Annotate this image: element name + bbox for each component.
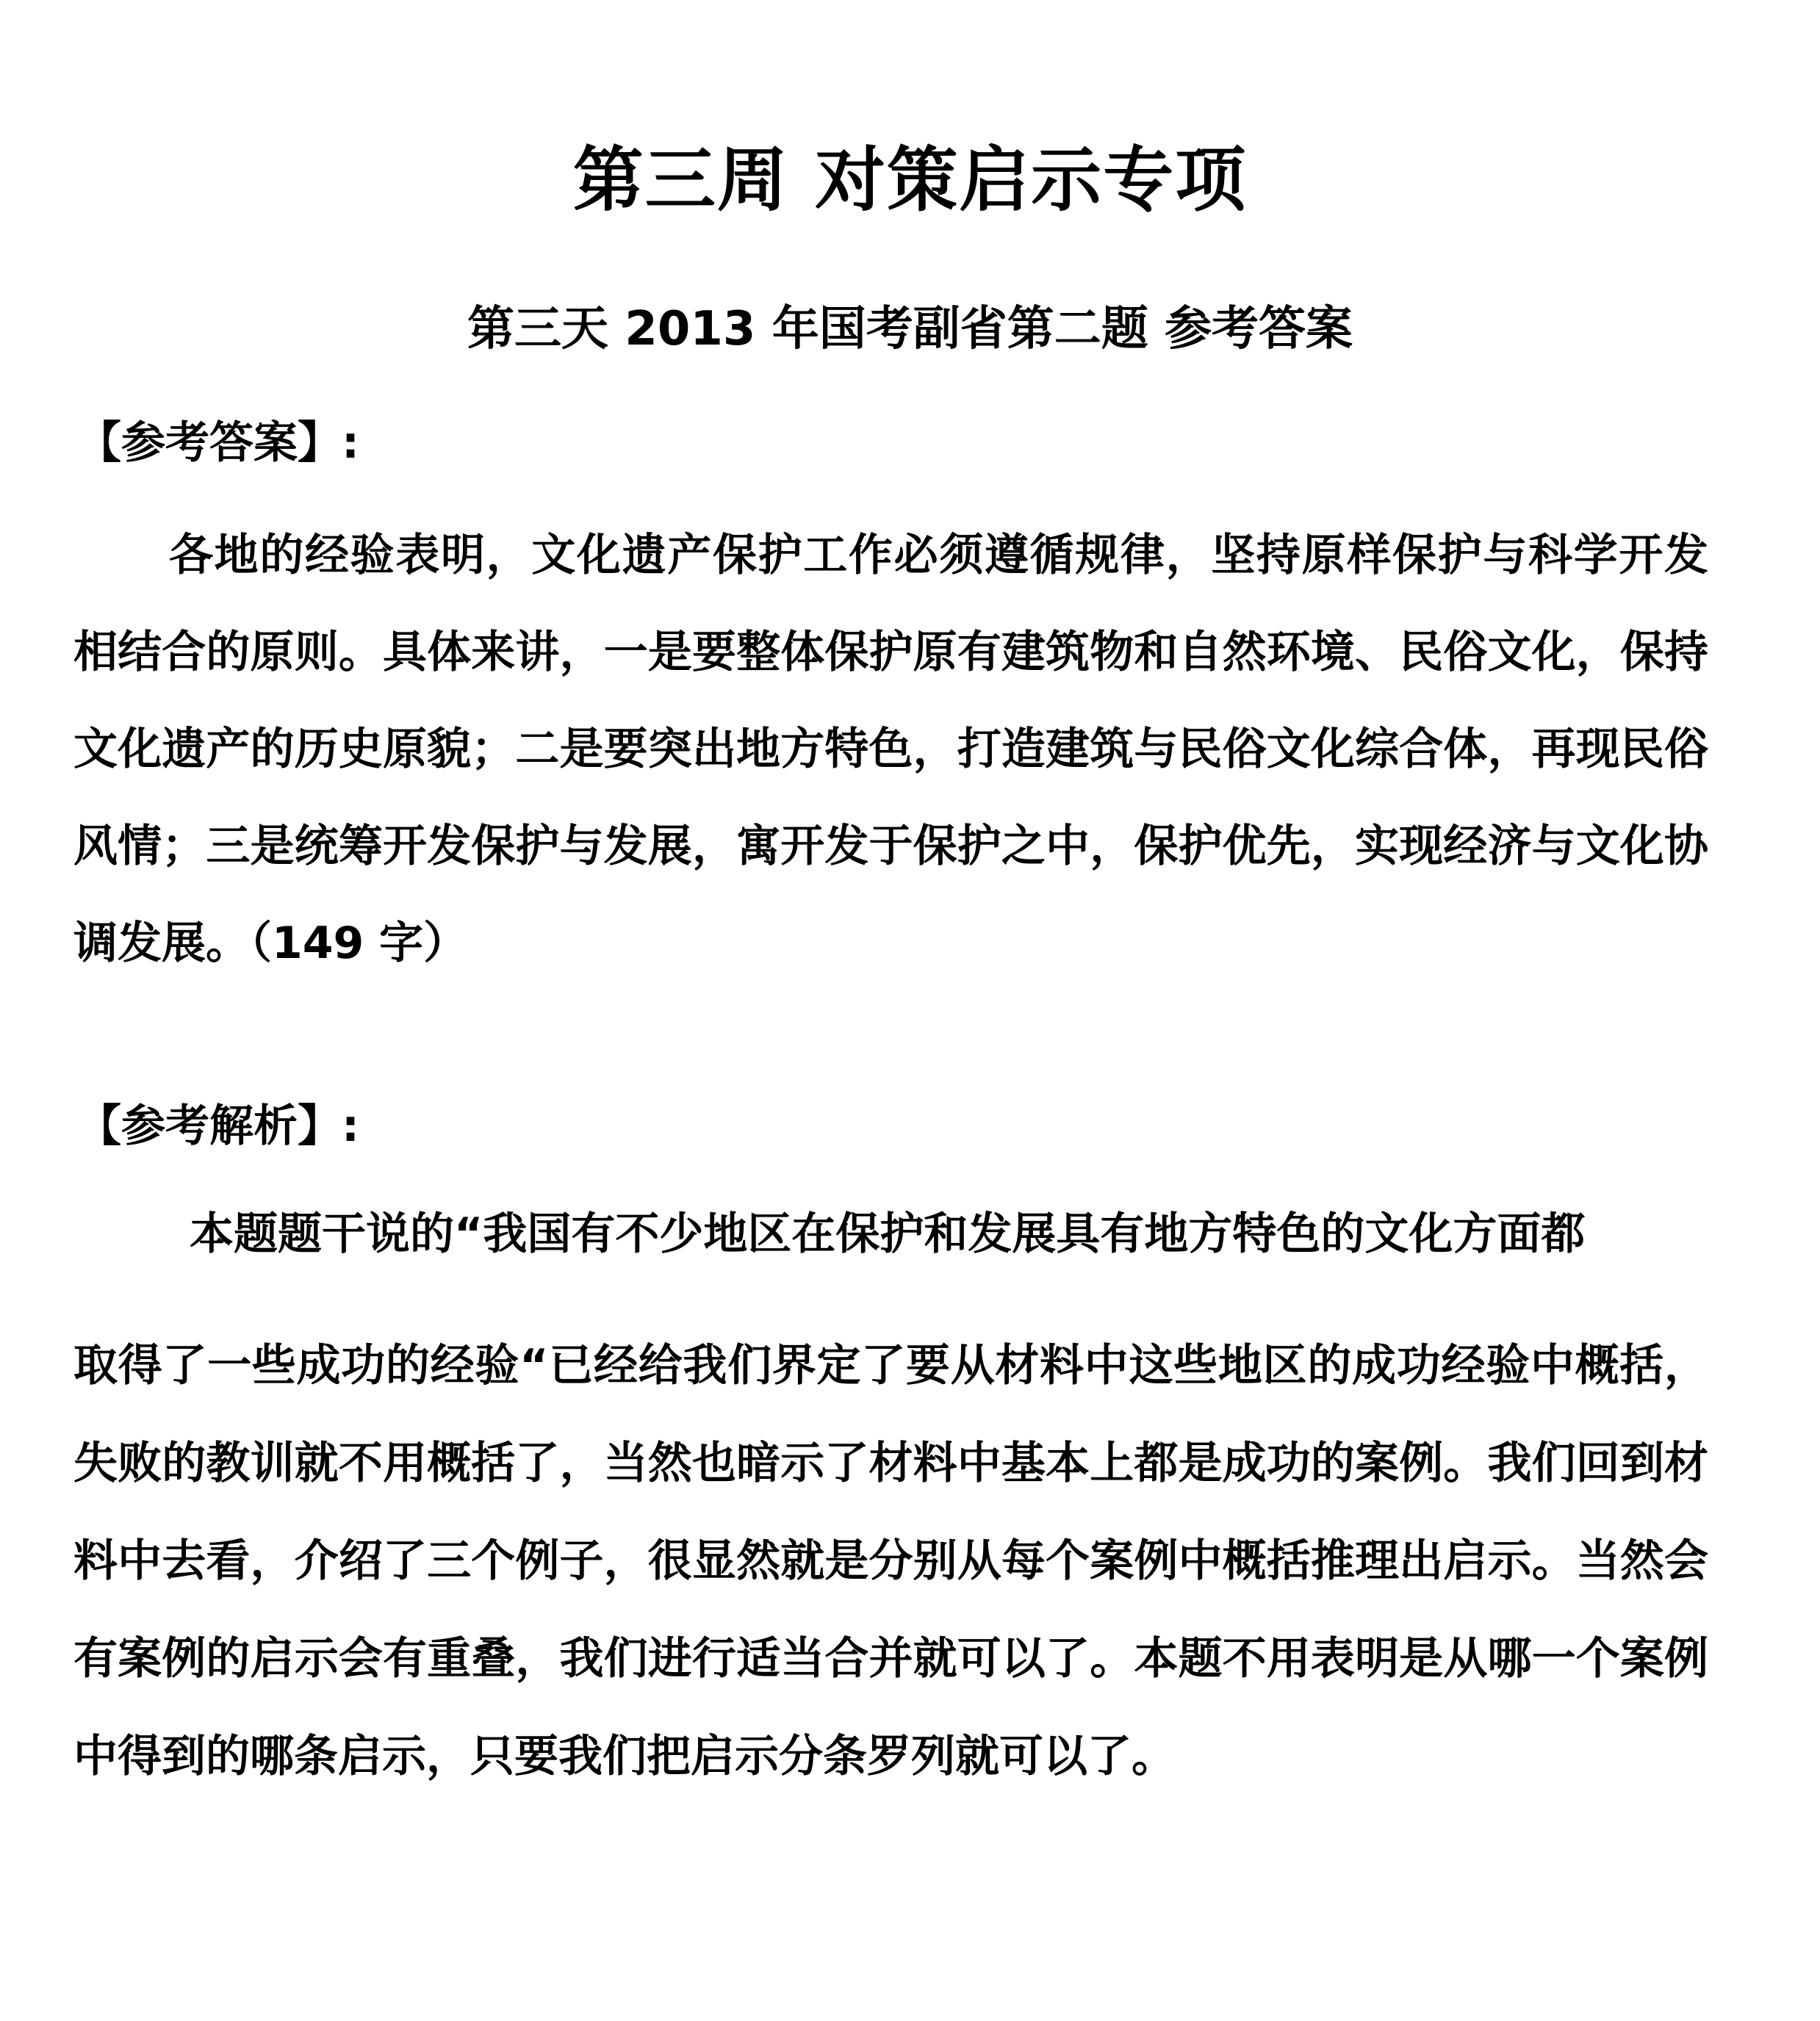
analysis-paragraph: 取得了一些成功的经验“已经给我们界定了要从材料中这些地区的成功经验中概括，失败的教训就不用概括了，当然也暗示了材料中基本上都是成功的案例。我们回到材料中去看，介绍了三个例子，很显然就是分别从每个案例中概括推理出启示。当然会有案例的启示会有重叠，我们进行适当合并就可以了。本题不用表明是从哪一个案例中得到的哪条启示，只要我们把启示分条罗列就可以了。 — [73, 1340, 1708, 1782]
analysis-first-line: 本题题干说的“我国有不少地区在保护和发展具有地方特色的文化方面都 — [190, 1208, 1586, 1260]
answer-paragraph: 各地的经验表明，文化遗产保护工作必须遵循规律，坚持原样保护与科学开发相结合的原则。具体来讲，一是要整体保护原有建筑物和自然环境、民俗文化，保持文化遗产的历史原貌；二是要突出地方特色，打造建筑与民俗文化综合体，再现民俗风情；三是统筹开发保护与发展，寓开发于保护之中，保护优先，实现经济与文化协调发展。（149 字） — [73, 530, 1708, 969]
analysis-section-label: 【参考解析】: — [77, 1100, 359, 1152]
page-subtitle: 第三天 2013 年国考副省第二题 参考答案 — [467, 302, 1353, 356]
answer-section-label: 【参考答案】: — [77, 417, 359, 469]
page-title: 第三周 对策启示专项 — [572, 139, 1248, 221]
